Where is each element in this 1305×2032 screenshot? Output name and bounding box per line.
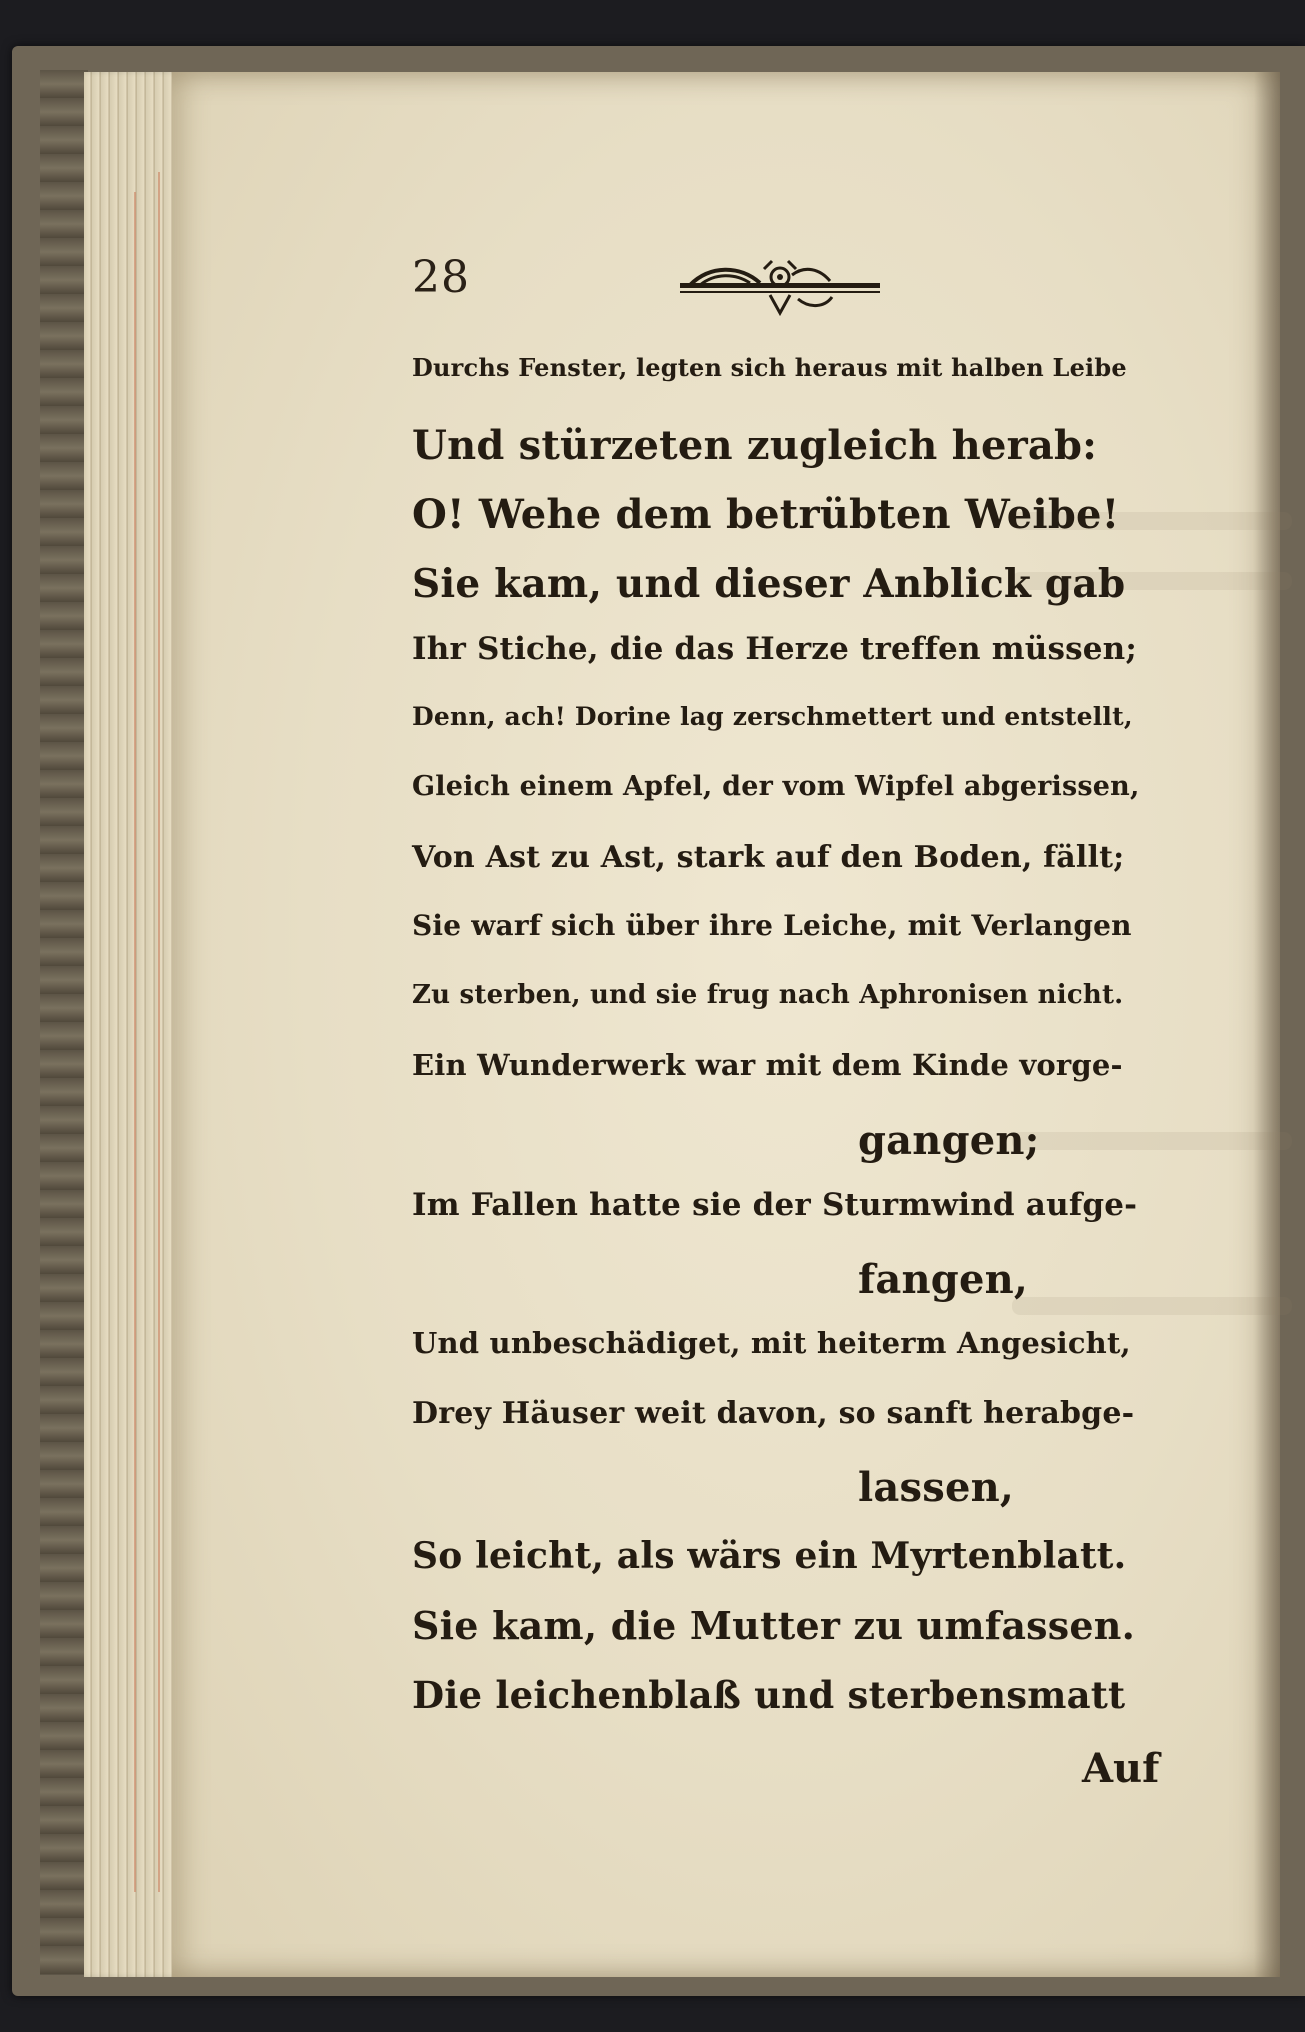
text-line-continuation: fangen,: [858, 1255, 1029, 1303]
text-line: Ein Wunderwerk war mit dem Kinde vorge-: [412, 1048, 1123, 1082]
text-line: Drey Häuser weit davon, so sanft herabge-: [412, 1395, 1135, 1431]
red-edge-line: [134, 192, 136, 1892]
text-line: Sie kam, und dieser Anblick gab: [412, 560, 1126, 607]
bleed-through: [1012, 1132, 1292, 1150]
text-line: Die leichenblaß und sterbensmatt: [412, 1672, 1126, 1717]
text-line: Und stürzeten zugleich herab:: [412, 421, 1098, 469]
header-ornament-icon: [680, 255, 880, 317]
text-line: Durchs Fenster, legten sich heraus mit halben Leibe: [412, 353, 1127, 382]
text-line: Von Ast zu Ast, stark auf den Boden, fällt;: [412, 839, 1125, 875]
text-line: Sie warf sich über ihre Leiche, mit Verlangen: [412, 909, 1132, 942]
text-line: Sie kam, die Mutter zu umfassen.: [412, 1603, 1136, 1648]
text-line: Denn, ach! Dorine lag zerschmettert und entstellt,: [412, 701, 1133, 731]
red-edge-line: [158, 172, 160, 1892]
text-line: Zu sterben, und sie frug nach Aphronisen nicht.: [412, 979, 1124, 1010]
bleed-through: [1012, 1297, 1292, 1315]
page-shadow: [1254, 72, 1280, 1977]
text-line: O! Wehe dem betrübten Weibe!: [412, 491, 1120, 538]
text-line: Im Fallen hatte sie der Sturmwind aufge-: [412, 1187, 1138, 1223]
text-line-continuation: gangen;: [858, 1116, 1040, 1164]
text-line: So leicht, als wärs ein Myrtenblatt.: [412, 1534, 1127, 1577]
text-line-continuation: lassen,: [858, 1464, 1015, 1511]
text-line: Gleich einem Apfel, der vom Wipfel abgerissen,: [412, 771, 1140, 802]
cover-spine-edge: [40, 70, 88, 1975]
page-number: 28: [412, 252, 470, 303]
text-line: Und unbeschädiget, mit heiterm Angesicht,: [412, 1326, 1131, 1360]
text-line: Ihr Stiche, die das Herze treffen müssen;: [412, 631, 1138, 667]
catchword: Auf: [1082, 1745, 1160, 1792]
